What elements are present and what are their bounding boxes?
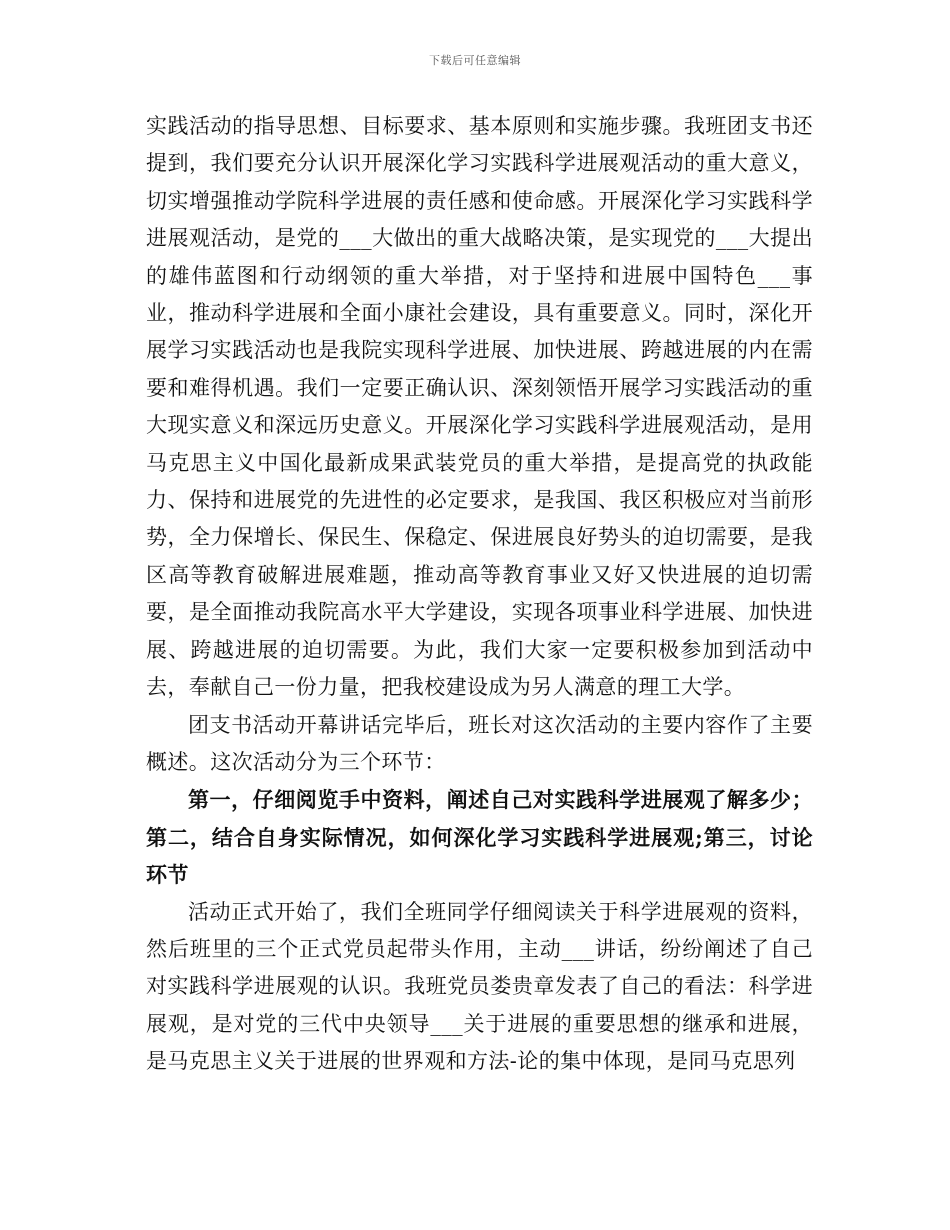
paragraph-activity-overview: 团支书活动开幕讲话完毕后，班长对这次活动的主要内容作了主要概述。这次活动分为三个环节： xyxy=(146,712,813,774)
paragraph-three-sections: 第一，仔细阅览手中资料，阐述自己对实践科学进展观了解多少；第二，结合自身实际情况，如何深化学习实践科学进展观;第三，讨论环节 xyxy=(146,787,813,888)
paragraph-activity-start: 活动正式开始了，我们全班同学仔细阅读关于科学进展观的资料，然后班里的三个正式党员起带头作用，主动___讲话，纷纷阐述了自己对实践科学进展观的认识。我班党员娄贵章发表了自己的看法：科学进展观，是对党的三代中央领导___关于进展的重要思想的继承和进展，是马克思主义关于进展的世界观和方法-论的集中体现，是同马克思列 xyxy=(146,899,813,1074)
document-body xyxy=(146,108,813,1081)
paragraph-guiding-ideology: 实践活动的指导思想、目标要求、基本原则和实施步骤。我班团支书还提到，我们要充分认识开展深化学习实践科学进展观活动的重大意义，切实增强推动学院科学进展的责任感和使命感。开展深化学习实践科学进展观活动，是党的___大做出的重大战略决策，是实现党的___大提出的雄伟蓝图和行动纲领的重大举措，对于坚持和进展中国特色___事业，推动科学进展和全面小康社会建设，具有重要意义。同时，深化开展学习实践活动也是我院实现科学进展、加快进展、跨越进展的内在需要和难得机遇。我们一定要正确认识、深刻领悟开展学习实践活动的重大现实意义和深远历史意义。开展深化学习实践科学进展观活动，是用马克思主义中国化最新成果武装党员的重大举措，是提高党的执政能力、保持和进展党的先进性的必定要求，是我国、我区积极应对当前形势，全力保增长、保民生、保稳定、保进展良好势头的迫切需要，是我区高等教育破解进展难题，推动高等教育事业又好又快进展的迫切需要，是全面推动我院高水平大学建设，实现各项事业科学进展、加快进展、跨越进展的迫切需要。为此，我们大家一定要积极参加到活动中去，奉献自己一份力量，把我校建设成为另人满意的理工大学。 xyxy=(146,114,813,700)
page-header: 下载后可任意编辑 xyxy=(429,54,521,67)
